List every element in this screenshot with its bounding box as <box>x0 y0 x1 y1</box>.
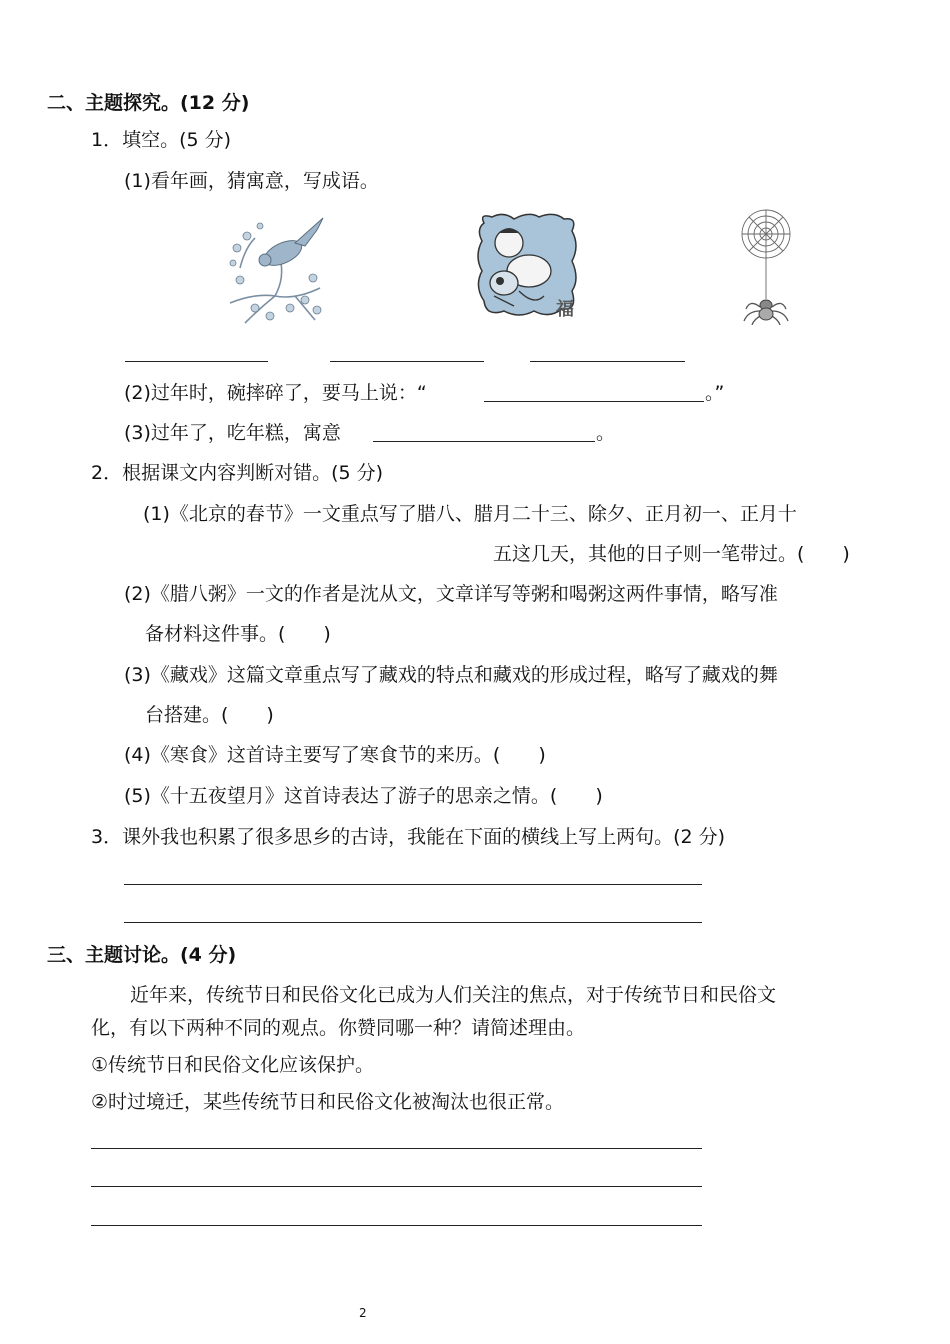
section-3-answer-line-1[interactable] <box>91 1148 702 1149</box>
answer-line-picture-3[interactable] <box>530 361 685 362</box>
q1-sub2-prefix: (2)过年时，碗摔碎了，要马上说：“ <box>124 382 427 404</box>
section-3-heading: 三、主题讨论。(4 分) <box>47 944 237 966</box>
answer-line-picture-1[interactable] <box>125 361 268 362</box>
opinion-2: ②时过境迁，某些传统节日和民俗文化被淘汰也很正常。 <box>91 1091 565 1113</box>
q2-item-3-line2: 台搭建。( ) <box>145 704 274 726</box>
q1-title: 1．填空。(5 分) <box>91 129 232 151</box>
q2-item-1-line1: (1)《北京的春节》一文重点写了腊八、腊月二十三、除夕、正月初一、正月十 <box>143 503 797 525</box>
q1-sub3-answer-line[interactable] <box>373 441 595 442</box>
section-3-answer-line-2[interactable] <box>91 1186 702 1187</box>
fu-child-fish-picture <box>474 211 580 321</box>
q2-item-4: (4)《寒食》这首诗主要写了寒食节的来历。( ) <box>124 744 546 766</box>
section-3-answer-line-3[interactable] <box>91 1225 702 1226</box>
opinion-1: ①传统节日和民俗文化应该保护。 <box>91 1054 375 1076</box>
spider-web-icon <box>738 207 794 325</box>
q3-title: 3．课外我也积累了很多思乡的古诗，我能在下面的横线上写上两句。(2 分) <box>91 826 726 848</box>
section-3-para-line1: 近年来，传统节日和民俗文化已成为人们关注的焦点，对于传统节日和民俗文 <box>130 984 777 1006</box>
magpie-plum-icon <box>225 208 325 328</box>
q2-item-2-line2: 备材料这件事。( ) <box>145 623 331 645</box>
answer-line-picture-2[interactable] <box>330 361 484 362</box>
q1-sub1: (1)看年画，猜寓意，写成语。 <box>124 170 379 192</box>
q1-sub2-answer-line[interactable] <box>484 401 704 402</box>
q2-item-5: (5)《十五夜望月》这首诗表达了游子的思亲之情。( ) <box>124 785 603 807</box>
q1-sub2-suffix: 。” <box>705 382 725 404</box>
section-3-para-line2: 化，有以下两种不同的观点。你赞同哪一种？请简述理由。 <box>91 1017 586 1039</box>
section-2-heading: 二、主题探究。(12 分) <box>47 92 250 114</box>
q1-sub3-suffix: 。 <box>596 422 616 444</box>
q2-item-3-line1: (3)《藏戏》这篇文章重点写了藏戏的特点和藏戏的形成过程，略写了藏戏的舞 <box>124 664 778 686</box>
q2-item-2-line1: (2)《腊八粥》一文的作者是沈从文，文章详写等粥和喝粥这两件事情，略写准 <box>124 583 778 605</box>
fu-character: 福 <box>556 299 574 320</box>
q3-answer-line-2[interactable] <box>124 922 702 923</box>
q1-sub3-prefix: (3)过年了，吃年糕，寓意 <box>124 422 341 444</box>
q2-item-1-line2: 五这几天，其他的日子则一笔带过。( ) <box>493 543 850 565</box>
q3-answer-line-1[interactable] <box>124 884 702 885</box>
q2-title: 2．根据课文内容判断对错。(5 分) <box>91 462 384 484</box>
page-number: 2 <box>359 1306 367 1320</box>
